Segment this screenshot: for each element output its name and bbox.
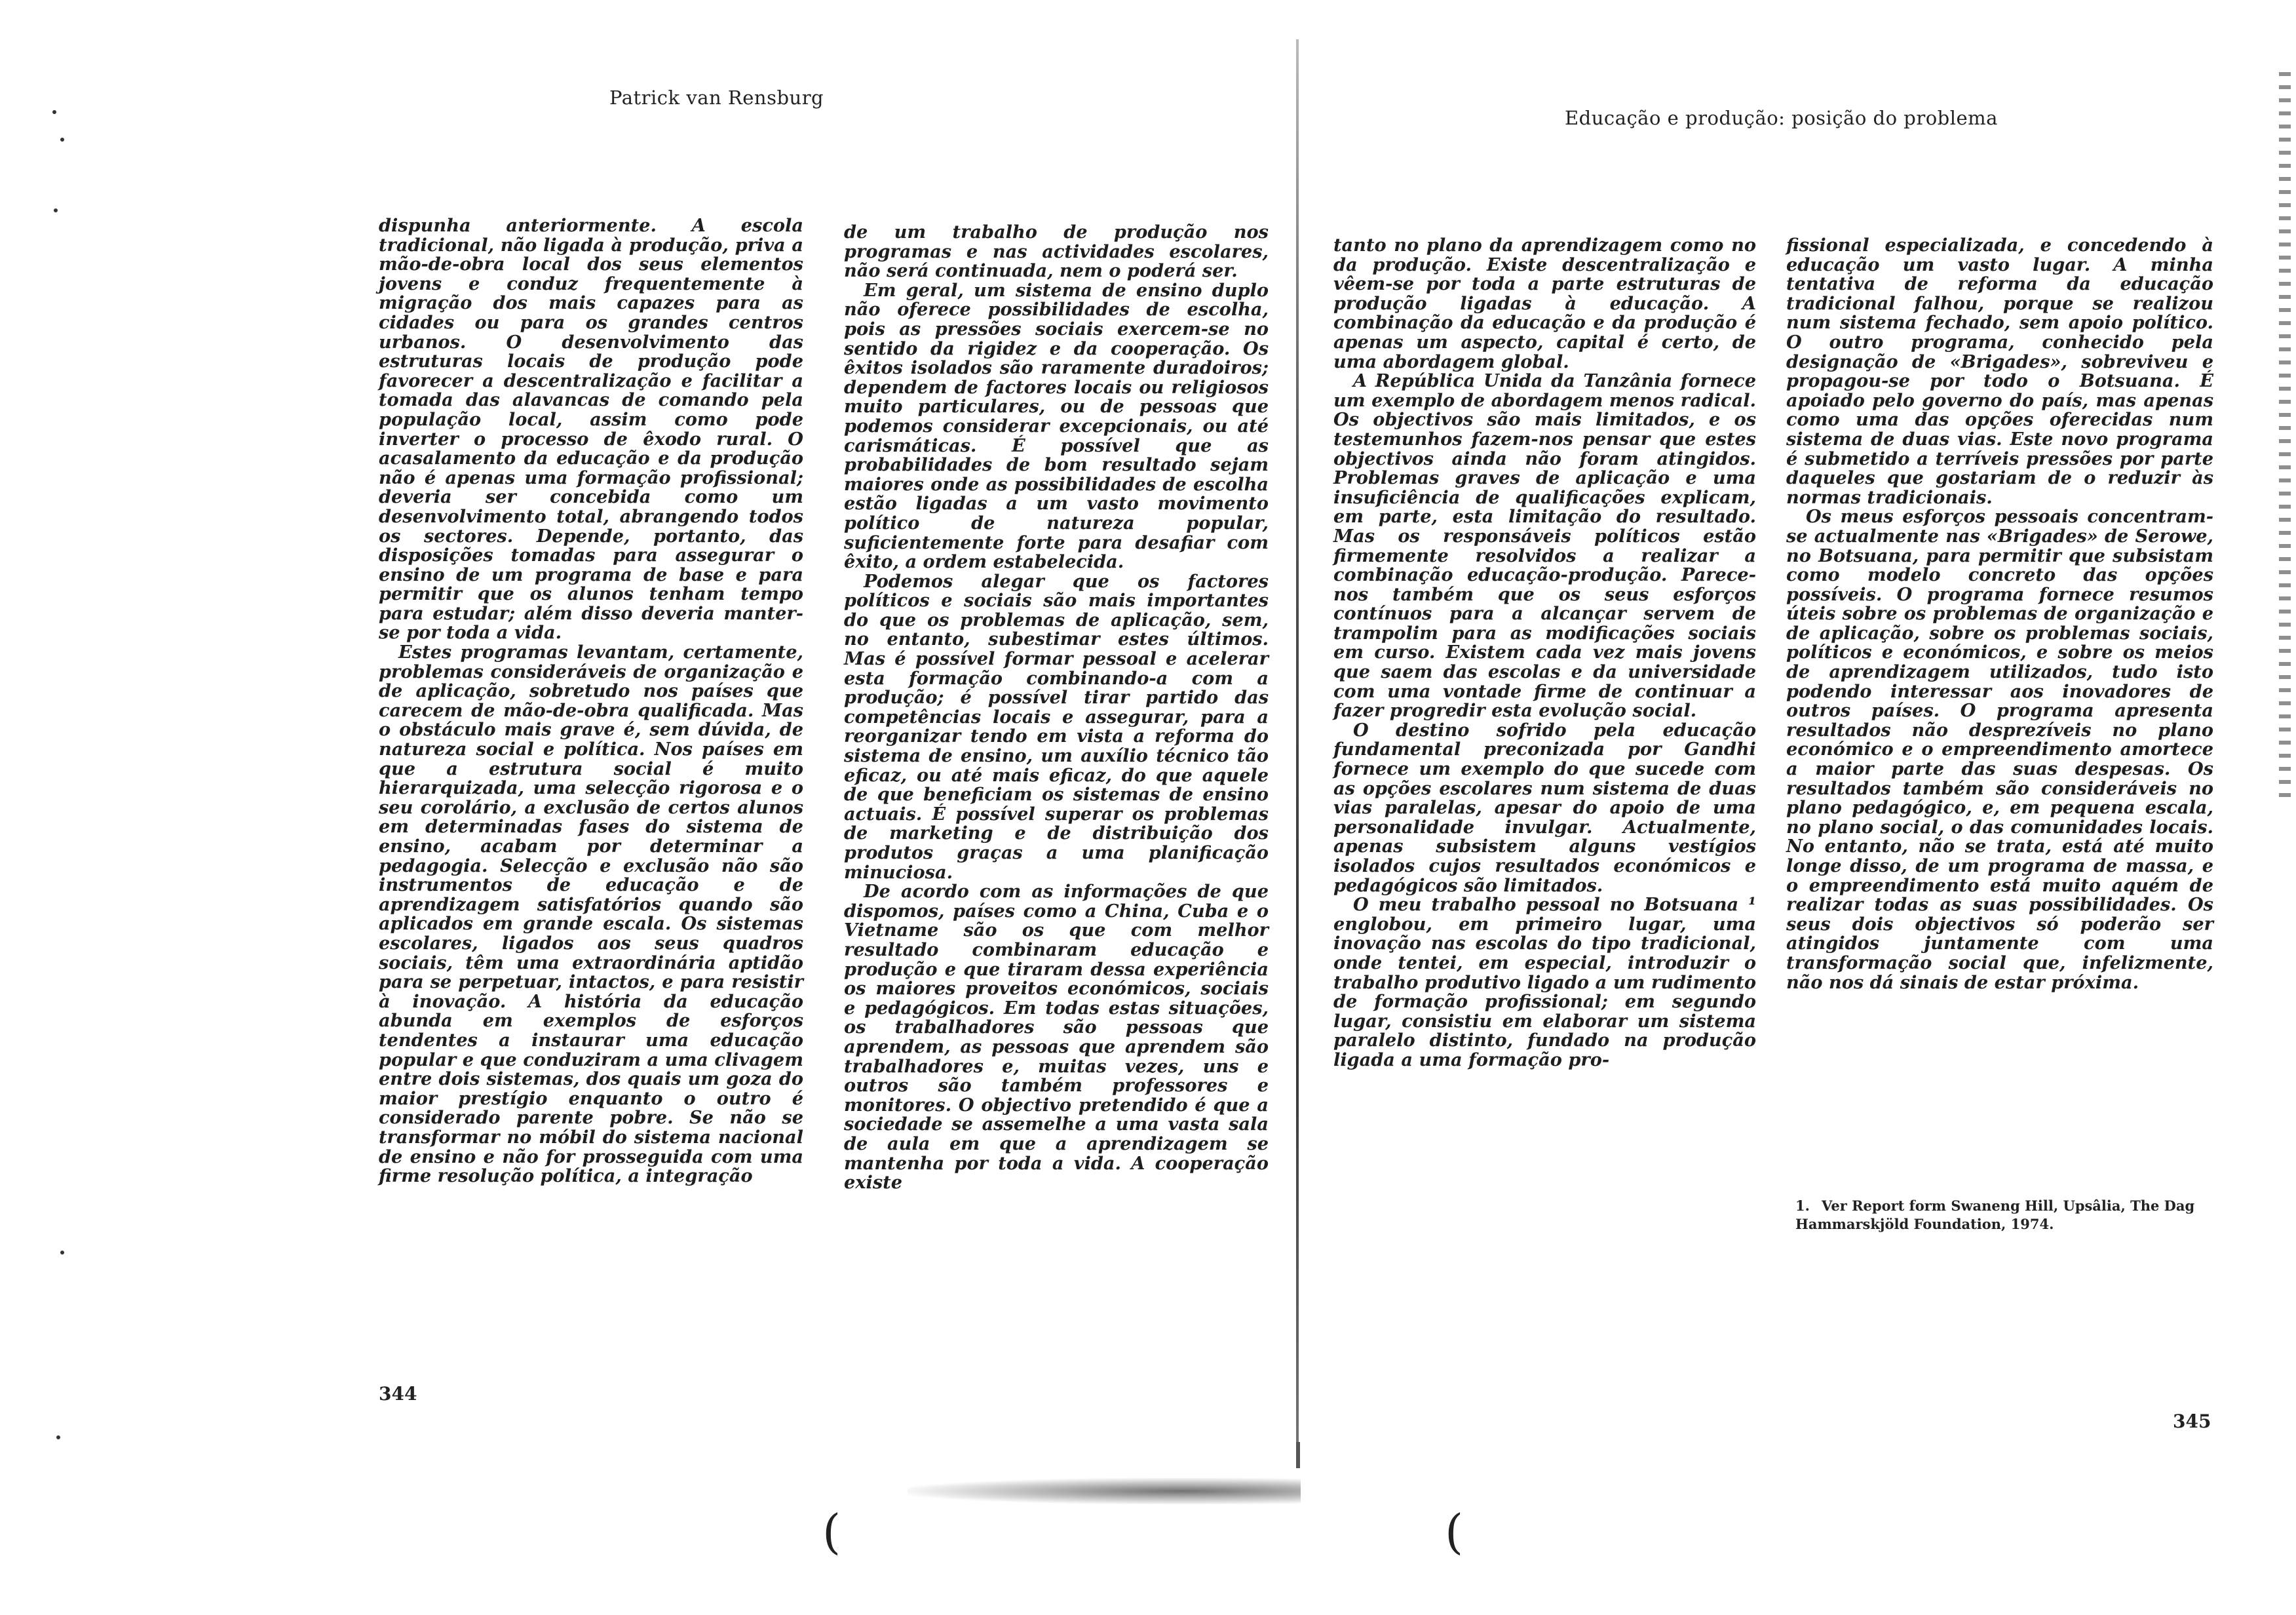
scan-speck [60,138,64,142]
paragraph: A República Unida da Tanzânia fornece um exemplo de abordagem menos radical. Os objectivos são mais limitados, e os testemunhos fazem-nos pensar que estes objectivos ainda não foram atingidos. Problemas graves de aplicação e uma insuficiência de qualificações explicam, em parte, esta limitação do resultado. Mas os responsáveis políticos estão firmemente resolvidos a realizar a combinação educação-produção. Parece-nos também que os seus esforços contínuos para a alcançar servem de trampolim para as modificações sociais em curso. Existem cada vez mais jovens que saem das escolas e da universidade com uma vontade firme de continuar a fazer progredir esta evolução social. [1333,370,1756,722]
paragraph: Podemos alegar que os factores políticos e sociais são mais importantes do que os problemas de aplicação, sem, no entanto, subestimar estes últimos. Mas é possível formar pessoal e acelerar esta formação combinando-a com a produção; é possível tirar partido das competências locais e assegurar, para a reorganizar tendo em vista a reforma do sistema de ensino, um auxílio técnico tão eficaz, ou até mais eficaz, do que aquele de que beneficiam os sistemas de ensino actuais. É possível superar os problemas de marketing e de distribuição dos produtos graças a uma planificação minuciosa. [844,570,1269,883]
left-column-2 [844,223,1269,1193]
left-running-head: Patrick van Rensburg [609,87,824,109]
paragraph: tanto no plano da aprendizagem como no da produção. Existe descentralização e vêem-se por toda a parte estruturas de produção ligadas à educação. A combinação da educação e da produção é apenas um aspecto, capital é certo, de uma abordagem global. [1333,235,1756,372]
scan-speck [54,208,58,212]
page-number-right: 345 [2173,1411,2211,1432]
paragraph: Estes programas levantam, certamente, problemas consideráveis de organização e de aplicação, sobretudo nos países que carecem de mão-de-obra qualificada. Mas o obstáculo mais grave é, sem dúvida, de natureza social e política. Nos países em que a estrutura social é muito hierarquizada, uma selecção rigorosa e o seu corolário, a exclusão de certos alunos em determinadas fases do sistema de ensino, acabam por determinar a pedagogia. Selecção e exclusão não são instrumentos de educação e de aprendizagem satisfatórios quando são aplicados em grande escala. Os sistemas escolares, ligados aos seus quadros sociais, têm uma extraordinária aptidão para se perpetuar, intactos, e para resistir à inovação. A história da educação abunda em exemplos de esforços tendentes a instaurar uma educação popular e que conduziram a uma clivagem entre dois sistemas, dos quais um goza do maior prestígio enquanto o outro é considerado parente pobre. Se não se transformar no móbil do sistema nacional de ensino e não for prosseguida com uma firme resolução política, a integração [379,642,803,1187]
binding-hole-mark-right: ( [1445,1504,1464,1559]
scan-speck [56,1435,60,1439]
paragraph: Os meus esforços pessoais concentram-se actualmente nas «Brigades» de Serowe, no Botsuana, para permitir que subsistam como modelo concreto das opções possíveis. O programa fornece resumos úteis sobre os problemas de organização e de aplicação, sobre os problemas sociais, políticos e económicos, e sobre os meios de aprendizagem utilizados, tudo isto podendo interessar aos inovadores de outros países. O programa apresenta resultados não desprezíveis no plano económico e o empreendimento amortece a maior parte das suas despesas. Os resultados também são consideráveis no plano pedagógico, e, em pequena escala, no plano social, o das comunidades locais. No entanto, não se trata, está até muito longe disso, de um programa de massa, e o empreendimento está muito aquém de realizar todas as suas possibilidades. Os seus dois objectivos só poderão ser atingidos juntamente com uma transformação social que, infelizmente, não nos dá sinais de estar próxima. [1786,506,2213,993]
right-running-head: Educação e produção: posição do problema [1565,107,1998,129]
right-page [1297,0,2296,1615]
paragraph: De acordo com as informações de que dispomos, países como a China, Cuba e o Vietname são os que com melhor resultado combinaram educação e produção e que tiraram dessa experiência os maiores proveitos económicos, sociais e pedagógicos. Em todas estas situações, os trabalhadores são pessoas que aprendem, as pessoas que aprendem são trabalhadores e, muitas vezes, uns e outros são também professores e monitores. O objectivo pretendido é que a sociedade se assemelhe a uma vasta sala de aula em que a aprendizagem se mantenha por toda a vida. A cooperação existe [844,881,1269,1194]
footnote-number: 1. [1795,1197,1810,1214]
page-number-left: 344 [379,1383,417,1405]
scan-speck [60,1251,64,1255]
scan-smudge [908,1478,1301,1504]
paragraph: dispunha anteriormente. A escola tradicional, não ligada à produção, priva a mão-de-obra local dos seus elementos jovens e conduz frequentemente à migração dos mais capazes para as cidades ou para os grandes centros urbanos. O desenvolvimento das estruturas locais de produção pode favorecer a descentralização e facilitar a tomada das alavancas de comando pela população local, assim como pode inverter o processo de êxodo rural. O acasalamento da educação e da produção não é apenas uma formação profissional; deveria ser concebida como um desenvolvimento total, abrangendo todos os sectores. Depende, portanto, das disposições tomadas para assegurar o ensino de um programa de base e para permitir que os alunos tenham tempo para estudar; além disso deveria manter-se por toda a vida. [379,215,803,644]
binding-hole-mark-left: ( [822,1504,841,1559]
paragraph: O destino sofrido pela educação fundamental preconizada por Gandhi fornece um exemplo do que sucede com as opções escolares num sistema de duas vias paralelas, apesar do apoio de uma personalidade invulgar. Actualmente, apenas subsistem alguns vestígios isolados cujos resultados económicos e pedagógicos são limitados. [1333,719,1756,896]
footnote [1795,1197,2215,1234]
paragraph: fissional especializada, e concedendo à educação um vasto lugar. A minha tentativa de reforma da educação tradicional falhou, porque se realizou num sistema fechado, sem apoio político. O outro programa, conhecido pela designação de «Brigades», sobreviveu e propagou-se por todo o Botsuana. É apoiado pelo governo do país, mas apenas como uma das opções oferecidas num sistema de duas vias. Este novo programa é submetido a terríveis pressões por parte daqueles que gostariam de o reduzir às normas tradicionais. [1786,235,2213,508]
right-column-1 [1333,236,1756,1070]
paragraph: O meu trabalho pessoal no Botsuana ¹ englobou, em primeiro lugar, uma inovação nas escolas do tipo tradicional, onde tentei, em especial, introduzir o trabalho produtivo ligado a um rudimento de formação profissional; em segundo lugar, consistiu em elaborar um sistema paralelo distinto, fundado na produção ligada a uma formação pro- [1333,894,1756,1070]
left-column-1 [379,216,803,1186]
paragraph: de um trabalho de produção nos programas e nas actividades escolares, não será continuada, nem o poderá ser. [844,222,1269,282]
footnote-text: Ver Report form Swaneng Hill, Upsâlia, The Dag Hammarskjöld Foundation, 1974. [1795,1197,2195,1232]
paragraph: Em geral, um sistema de ensino duplo não oferece possibilidades de escolha, pois as pressões sociais exercem-se no sentido da rigidez e da cooperação. Os êxitos isolados são raramente duradoiros; dependem de factores locais ou religiosos muito particulares, ou de pessoas que podemos considerar excepcionais, ou até carismáticas. É possível que as probabilidades de bom resultado sejam maiores onde as possibilidades de escolha estão ligadas a um vasto movimento político de natureza popular, suficientemente forte para desafiar com êxito, a ordem estabelecida. [844,279,1269,573]
scan-page-edge [2279,72,2291,806]
scan-speck [52,110,56,114]
right-column-2 [1786,236,2213,992]
